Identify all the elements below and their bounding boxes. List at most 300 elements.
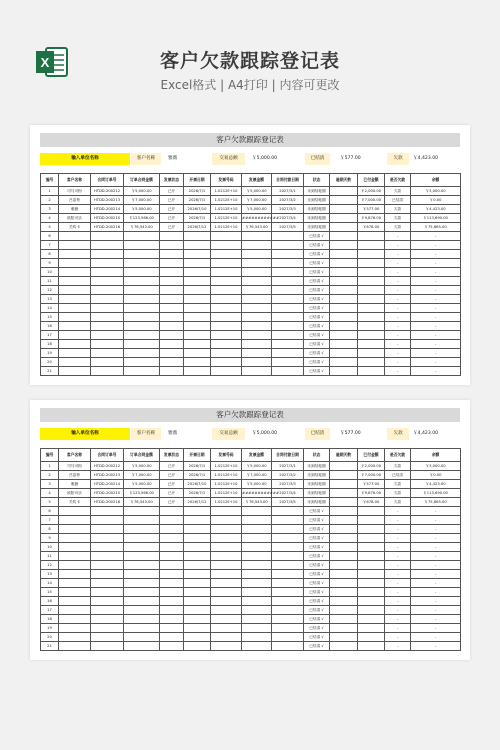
table-cell[interactable] bbox=[91, 259, 124, 268]
table-cell[interactable]: 5 bbox=[41, 498, 59, 507]
table-cell[interactable]: ￥5,000.00 bbox=[124, 480, 160, 489]
table-cell[interactable] bbox=[184, 358, 211, 367]
table-cell[interactable]: 已结清 √ bbox=[304, 277, 330, 286]
table-cell[interactable] bbox=[124, 268, 160, 277]
table-cell[interactable]: 已结清 √ bbox=[304, 259, 330, 268]
table-cell[interactable] bbox=[184, 642, 211, 651]
table-cell[interactable] bbox=[272, 232, 304, 241]
table-cell[interactable] bbox=[272, 331, 304, 340]
table-cell[interactable] bbox=[330, 489, 358, 498]
table-cell[interactable] bbox=[59, 633, 91, 642]
table-cell[interactable]: 21 bbox=[41, 642, 59, 651]
table-cell[interactable] bbox=[184, 543, 211, 552]
table-cell[interactable] bbox=[242, 313, 272, 322]
table-cell[interactable] bbox=[242, 340, 272, 349]
table-cell[interactable]: 已结清 √ bbox=[304, 367, 330, 376]
table-cell[interactable]: 10 bbox=[41, 543, 59, 552]
table-cell[interactable] bbox=[59, 277, 91, 286]
table-cell[interactable] bbox=[211, 232, 242, 241]
table-cell[interactable] bbox=[124, 250, 160, 259]
table-cell[interactable]: 欧阳可乐 bbox=[59, 489, 91, 498]
table-cell[interactable]: - bbox=[411, 349, 461, 358]
table-cell[interactable]: ￥76,543.00 bbox=[124, 223, 160, 232]
table-cell[interactable] bbox=[358, 606, 385, 615]
table-cell[interactable] bbox=[184, 588, 211, 597]
table-cell[interactable] bbox=[211, 268, 242, 277]
table-cell[interactable]: 8 bbox=[41, 250, 59, 259]
table-cell[interactable]: - bbox=[411, 588, 461, 597]
table-cell[interactable] bbox=[59, 552, 91, 561]
table-cell[interactable]: HTDD-200215 bbox=[91, 489, 124, 498]
table-cell[interactable] bbox=[59, 250, 91, 259]
table-cell[interactable] bbox=[211, 624, 242, 633]
table-cell[interactable] bbox=[242, 295, 272, 304]
table-cell[interactable]: 已结清 √ bbox=[304, 313, 330, 322]
table-cell[interactable]: - bbox=[411, 570, 461, 579]
table-cell[interactable]: ￥577.00 bbox=[358, 480, 385, 489]
table-cell[interactable]: 已结清 √ bbox=[304, 615, 330, 624]
table-cell[interactable]: ￥5,000.00 bbox=[124, 187, 160, 196]
table-cell[interactable] bbox=[272, 340, 304, 349]
table-cell[interactable]: - bbox=[385, 552, 411, 561]
table-cell[interactable]: - bbox=[411, 241, 461, 250]
table-cell[interactable]: 2026/7/12 bbox=[184, 223, 211, 232]
table-cell[interactable]: HTDD-200212 bbox=[91, 187, 124, 196]
table-cell[interactable]: 11 bbox=[41, 277, 59, 286]
table-cell[interactable] bbox=[358, 322, 385, 331]
table-cell[interactable] bbox=[160, 313, 184, 322]
table-cell[interactable]: - bbox=[411, 232, 461, 241]
table-cell[interactable] bbox=[330, 340, 358, 349]
table-cell[interactable]: HTDD-200214 bbox=[91, 480, 124, 489]
table-cell[interactable]: 19 bbox=[41, 624, 59, 633]
table-cell[interactable] bbox=[358, 367, 385, 376]
table-cell[interactable]: 2 bbox=[41, 471, 59, 480]
table-cell[interactable]: 已开 bbox=[160, 223, 184, 232]
table-cell[interactable] bbox=[330, 250, 358, 259]
table-cell[interactable] bbox=[272, 277, 304, 286]
table-cell[interactable]: - bbox=[385, 561, 411, 570]
table-cell[interactable] bbox=[330, 534, 358, 543]
table-cell[interactable] bbox=[59, 507, 91, 516]
table-cell[interactable] bbox=[59, 543, 91, 552]
table-cell[interactable] bbox=[272, 241, 304, 250]
table-cell[interactable]: 已结清 √ bbox=[304, 624, 330, 633]
table-cell[interactable] bbox=[330, 187, 358, 196]
table-cell[interactable] bbox=[91, 268, 124, 277]
table-cell[interactable]: - bbox=[411, 543, 461, 552]
table-cell[interactable]: 12 bbox=[41, 561, 59, 570]
table-cell[interactable] bbox=[124, 642, 160, 651]
table-cell[interactable] bbox=[160, 268, 184, 277]
table-cell[interactable]: 欧阳可乐 bbox=[59, 214, 91, 223]
table-cell[interactable] bbox=[184, 349, 211, 358]
table-cell[interactable]: 已开 bbox=[160, 462, 184, 471]
table-cell[interactable]: - bbox=[411, 633, 461, 642]
table-cell[interactable] bbox=[242, 241, 272, 250]
table-cell[interactable]: ￥5,000.00 bbox=[242, 480, 272, 489]
table-cell[interactable] bbox=[272, 633, 304, 642]
table-cell[interactable]: - bbox=[385, 507, 411, 516]
table-cell[interactable]: 已结清 √ bbox=[304, 606, 330, 615]
table-cell[interactable]: 已结清 √ bbox=[304, 322, 330, 331]
table-cell[interactable]: 已结清 √ bbox=[304, 268, 330, 277]
table-cell[interactable] bbox=[91, 331, 124, 340]
table-cell[interactable] bbox=[124, 552, 160, 561]
table-cell[interactable]: 司马可粉 bbox=[59, 187, 91, 196]
table-cell[interactable] bbox=[272, 349, 304, 358]
table-cell[interactable] bbox=[242, 331, 272, 340]
table-cell[interactable]: - bbox=[385, 232, 411, 241]
table-cell[interactable] bbox=[91, 615, 124, 624]
table-cell[interactable] bbox=[124, 277, 160, 286]
table-cell[interactable]: - bbox=[385, 624, 411, 633]
table-cell[interactable] bbox=[211, 277, 242, 286]
table-cell[interactable]: - bbox=[411, 525, 461, 534]
table-cell[interactable] bbox=[211, 570, 242, 579]
table-cell[interactable]: - bbox=[385, 277, 411, 286]
table-cell[interactable] bbox=[59, 624, 91, 633]
table-cell[interactable]: 欠款 bbox=[385, 498, 411, 507]
table-cell[interactable] bbox=[124, 579, 160, 588]
table-cell[interactable] bbox=[91, 606, 124, 615]
table-cell[interactable] bbox=[59, 349, 91, 358]
table-cell[interactable] bbox=[91, 597, 124, 606]
table-cell[interactable] bbox=[330, 525, 358, 534]
table-cell[interactable]: - bbox=[385, 570, 411, 579]
table-cell[interactable] bbox=[124, 570, 160, 579]
table-cell[interactable] bbox=[330, 358, 358, 367]
table-cell[interactable] bbox=[59, 588, 91, 597]
table-cell[interactable] bbox=[184, 597, 211, 606]
table-cell[interactable]: ￥7,000.00 bbox=[124, 471, 160, 480]
table-cell[interactable]: 已结清 √ bbox=[304, 552, 330, 561]
table-cell[interactable]: 1 bbox=[41, 462, 59, 471]
table-cell[interactable]: ￥0.00 bbox=[411, 471, 461, 480]
table-cell[interactable]: 1.0212E+10 bbox=[211, 196, 242, 205]
table-cell[interactable]: - bbox=[411, 624, 461, 633]
table-cell[interactable]: - bbox=[385, 642, 411, 651]
table-cell[interactable]: 欠款 bbox=[385, 214, 411, 223]
table-cell[interactable]: - bbox=[411, 286, 461, 295]
table-cell[interactable] bbox=[124, 516, 160, 525]
table-cell[interactable] bbox=[59, 295, 91, 304]
table-cell[interactable]: 未到结帐期 bbox=[304, 214, 330, 223]
table-cell[interactable]: 未到结帐期 bbox=[304, 196, 330, 205]
table-cell[interactable]: ￥0.00 bbox=[411, 196, 461, 205]
table-cell[interactable]: 16 bbox=[41, 322, 59, 331]
table-cell[interactable] bbox=[272, 624, 304, 633]
table-cell[interactable] bbox=[160, 322, 184, 331]
table-cell[interactable]: 12 bbox=[41, 286, 59, 295]
table-cell[interactable] bbox=[184, 340, 211, 349]
table-cell[interactable] bbox=[242, 597, 272, 606]
table-cell[interactable] bbox=[211, 579, 242, 588]
table-cell[interactable]: HTDD-200213 bbox=[91, 471, 124, 480]
table-cell[interactable] bbox=[272, 588, 304, 597]
table-cell[interactable] bbox=[242, 358, 272, 367]
table-cell[interactable] bbox=[358, 268, 385, 277]
table-cell[interactable] bbox=[272, 561, 304, 570]
table-cell[interactable]: - bbox=[385, 534, 411, 543]
unit-name-input[interactable]: 输入单位名称 bbox=[40, 153, 130, 165]
table-cell[interactable] bbox=[91, 525, 124, 534]
table-cell[interactable]: 14 bbox=[41, 579, 59, 588]
table-cell[interactable] bbox=[59, 561, 91, 570]
table-cell[interactable]: HTDD-200213 bbox=[91, 196, 124, 205]
table-cell[interactable] bbox=[184, 313, 211, 322]
unit-name-input[interactable]: 输入单位名称 bbox=[40, 428, 130, 440]
table-cell[interactable] bbox=[211, 597, 242, 606]
table-cell[interactable] bbox=[160, 286, 184, 295]
table-cell[interactable]: 关鸣卡 bbox=[59, 223, 91, 232]
table-cell[interactable] bbox=[160, 259, 184, 268]
table-cell[interactable]: 2026/7/1 bbox=[184, 187, 211, 196]
table-cell[interactable] bbox=[211, 552, 242, 561]
table-cell[interactable] bbox=[242, 322, 272, 331]
table-cell[interactable] bbox=[59, 597, 91, 606]
table-cell[interactable]: ￥4,423.00 bbox=[411, 205, 461, 214]
table-cell[interactable]: 9 bbox=[41, 259, 59, 268]
table-cell[interactable] bbox=[242, 579, 272, 588]
table-cell[interactable]: 司马可粉 bbox=[59, 462, 91, 471]
table-cell[interactable] bbox=[272, 525, 304, 534]
table-cell[interactable] bbox=[330, 516, 358, 525]
table-cell[interactable] bbox=[272, 552, 304, 561]
table-cell[interactable] bbox=[358, 552, 385, 561]
table-cell[interactable] bbox=[59, 313, 91, 322]
table-cell[interactable]: 4 bbox=[41, 214, 59, 223]
table-cell[interactable] bbox=[91, 534, 124, 543]
table-cell[interactable] bbox=[358, 286, 385, 295]
table-cell[interactable] bbox=[211, 241, 242, 250]
table-cell[interactable] bbox=[272, 367, 304, 376]
table-cell[interactable]: - bbox=[411, 552, 461, 561]
table-cell[interactable] bbox=[330, 543, 358, 552]
table-cell[interactable] bbox=[160, 367, 184, 376]
table-cell[interactable]: 18 bbox=[41, 615, 59, 624]
table-cell[interactable] bbox=[272, 259, 304, 268]
table-cell[interactable]: - bbox=[411, 268, 461, 277]
table-cell[interactable]: ￥76,543.00 bbox=[242, 498, 272, 507]
table-cell[interactable] bbox=[211, 349, 242, 358]
table-cell[interactable] bbox=[124, 507, 160, 516]
table-cell[interactable] bbox=[124, 259, 160, 268]
table-cell[interactable]: ￥678.00 bbox=[358, 223, 385, 232]
table-cell[interactable] bbox=[160, 331, 184, 340]
table-cell[interactable] bbox=[330, 588, 358, 597]
table-cell[interactable] bbox=[160, 516, 184, 525]
table-cell[interactable] bbox=[211, 525, 242, 534]
table-cell[interactable] bbox=[59, 358, 91, 367]
table-cell[interactable]: 雅薇 bbox=[59, 205, 91, 214]
table-cell[interactable] bbox=[124, 304, 160, 313]
table-cell[interactable]: 2 bbox=[41, 196, 59, 205]
table-cell[interactable]: 已结清 √ bbox=[304, 507, 330, 516]
table-cell[interactable] bbox=[358, 570, 385, 579]
table-cell[interactable] bbox=[242, 525, 272, 534]
table-cell[interactable]: 已结清 √ bbox=[304, 304, 330, 313]
table-cell[interactable] bbox=[242, 286, 272, 295]
table-cell[interactable] bbox=[124, 588, 160, 597]
table-cell[interactable]: 已结清 √ bbox=[304, 588, 330, 597]
table-cell[interactable] bbox=[242, 367, 272, 376]
table-cell[interactable]: ￥75,865.00 bbox=[411, 223, 461, 232]
table-cell[interactable] bbox=[272, 286, 304, 295]
table-cell[interactable] bbox=[59, 268, 91, 277]
table-cell[interactable]: 2027/3/4 bbox=[272, 214, 304, 223]
table-cell[interactable] bbox=[242, 588, 272, 597]
table-cell[interactable] bbox=[358, 579, 385, 588]
table-cell[interactable] bbox=[91, 642, 124, 651]
table-cell[interactable]: - bbox=[385, 340, 411, 349]
table-cell[interactable]: - bbox=[411, 358, 461, 367]
table-cell[interactable] bbox=[59, 606, 91, 615]
table-cell[interactable] bbox=[160, 606, 184, 615]
table-cell[interactable] bbox=[211, 543, 242, 552]
table-cell[interactable] bbox=[330, 268, 358, 277]
table-cell[interactable]: HTDD-200214 bbox=[91, 205, 124, 214]
table-cell[interactable] bbox=[358, 525, 385, 534]
table-cell[interactable] bbox=[358, 349, 385, 358]
table-cell[interactable] bbox=[59, 642, 91, 651]
table-cell[interactable]: 1.0212E+10 bbox=[211, 214, 242, 223]
table-cell[interactable] bbox=[330, 615, 358, 624]
table-cell[interactable] bbox=[184, 367, 211, 376]
table-cell[interactable]: 19 bbox=[41, 349, 59, 358]
table-cell[interactable]: ￥678.00 bbox=[358, 498, 385, 507]
table-cell[interactable]: ￥76,543.00 bbox=[124, 498, 160, 507]
table-cell[interactable] bbox=[91, 340, 124, 349]
table-cell[interactable]: 3 bbox=[41, 205, 59, 214]
table-cell[interactable] bbox=[91, 322, 124, 331]
table-cell[interactable]: ￥5,000.00 bbox=[242, 205, 272, 214]
table-cell[interactable]: - bbox=[385, 241, 411, 250]
table-cell[interactable]: 雅薇 bbox=[59, 480, 91, 489]
table-cell[interactable] bbox=[160, 633, 184, 642]
table-cell[interactable] bbox=[184, 232, 211, 241]
table-cell[interactable] bbox=[358, 516, 385, 525]
table-cell[interactable]: - bbox=[385, 516, 411, 525]
table-cell[interactable]: ￥5,000.00 bbox=[242, 462, 272, 471]
table-cell[interactable]: 未到结帐期 bbox=[304, 471, 330, 480]
table-cell[interactable] bbox=[242, 624, 272, 633]
table-cell[interactable] bbox=[211, 259, 242, 268]
table-cell[interactable]: 已结清 bbox=[385, 471, 411, 480]
table-cell[interactable]: 2026/7/10 bbox=[184, 480, 211, 489]
table-cell[interactable]: 5 bbox=[41, 223, 59, 232]
table-cell[interactable]: 已结清 √ bbox=[304, 633, 330, 642]
table-cell[interactable] bbox=[330, 214, 358, 223]
table-cell[interactable] bbox=[160, 642, 184, 651]
table-cell[interactable] bbox=[91, 588, 124, 597]
table-cell[interactable] bbox=[358, 633, 385, 642]
table-cell[interactable]: 已结清 √ bbox=[304, 340, 330, 349]
table-cell[interactable]: ￥3,000.00 bbox=[411, 462, 461, 471]
table-cell[interactable]: 9 bbox=[41, 534, 59, 543]
table-cell[interactable] bbox=[184, 331, 211, 340]
table-cell[interactable]: ￥9,876.00 bbox=[358, 214, 385, 223]
table-cell[interactable] bbox=[160, 349, 184, 358]
table-cell[interactable] bbox=[91, 561, 124, 570]
table-cell[interactable]: 17 bbox=[41, 606, 59, 615]
table-cell[interactable] bbox=[91, 277, 124, 286]
table-cell[interactable] bbox=[184, 286, 211, 295]
table-cell[interactable]: - bbox=[385, 615, 411, 624]
table-cell[interactable] bbox=[358, 624, 385, 633]
table-cell[interactable] bbox=[242, 516, 272, 525]
table-cell[interactable] bbox=[242, 543, 272, 552]
table-cell[interactable]: - bbox=[411, 322, 461, 331]
table-cell[interactable]: 2026/7/1 bbox=[184, 471, 211, 480]
table-cell[interactable]: - bbox=[411, 367, 461, 376]
table-cell[interactable]: 已结清 √ bbox=[304, 331, 330, 340]
table-cell[interactable]: - bbox=[411, 331, 461, 340]
table-cell[interactable]: 14 bbox=[41, 304, 59, 313]
table-cell[interactable] bbox=[59, 232, 91, 241]
table-cell[interactable]: 6 bbox=[41, 507, 59, 516]
table-cell[interactable] bbox=[211, 358, 242, 367]
table-cell[interactable]: ￥113,690.00 bbox=[411, 489, 461, 498]
table-cell[interactable]: 未到结帐期 bbox=[304, 489, 330, 498]
table-cell[interactable] bbox=[211, 633, 242, 642]
table-cell[interactable] bbox=[330, 304, 358, 313]
table-cell[interactable] bbox=[211, 588, 242, 597]
table-cell[interactable]: 欠款 bbox=[385, 205, 411, 214]
table-cell[interactable] bbox=[124, 313, 160, 322]
table-cell[interactable]: - bbox=[411, 250, 461, 259]
table-cell[interactable] bbox=[330, 277, 358, 286]
table-cell[interactable] bbox=[59, 322, 91, 331]
table-cell[interactable] bbox=[91, 358, 124, 367]
table-cell[interactable] bbox=[59, 579, 91, 588]
table-cell[interactable] bbox=[272, 304, 304, 313]
table-cell[interactable] bbox=[184, 570, 211, 579]
table-cell[interactable] bbox=[91, 516, 124, 525]
table-cell[interactable] bbox=[124, 597, 160, 606]
table-cell[interactable] bbox=[91, 552, 124, 561]
table-cell[interactable] bbox=[160, 241, 184, 250]
table-cell[interactable]: 4 bbox=[41, 489, 59, 498]
table-cell[interactable] bbox=[242, 304, 272, 313]
table-cell[interactable]: - bbox=[385, 331, 411, 340]
table-cell[interactable] bbox=[211, 313, 242, 322]
table-cell[interactable]: 已开 bbox=[160, 489, 184, 498]
table-cell[interactable] bbox=[184, 552, 211, 561]
table-cell[interactable]: 已结清 √ bbox=[304, 516, 330, 525]
table-cell[interactable]: 已结清 √ bbox=[304, 561, 330, 570]
table-cell[interactable] bbox=[358, 259, 385, 268]
table-cell[interactable]: 2026/7/12 bbox=[184, 498, 211, 507]
table-cell[interactable]: 1.0212E+10 bbox=[211, 223, 242, 232]
table-cell[interactable]: 2027/3/3 bbox=[272, 480, 304, 489]
table-cell[interactable] bbox=[211, 295, 242, 304]
table-cell[interactable] bbox=[211, 615, 242, 624]
table-cell[interactable] bbox=[272, 268, 304, 277]
table-cell[interactable]: - bbox=[385, 525, 411, 534]
table-cell[interactable]: 已开 bbox=[160, 187, 184, 196]
table-cell[interactable]: 欠款 bbox=[385, 462, 411, 471]
table-cell[interactable] bbox=[124, 525, 160, 534]
table-cell[interactable]: 1 bbox=[41, 187, 59, 196]
table-cell[interactable]: - bbox=[411, 277, 461, 286]
table-cell[interactable]: 已开 bbox=[160, 498, 184, 507]
table-cell[interactable] bbox=[272, 322, 304, 331]
table-cell[interactable] bbox=[91, 313, 124, 322]
table-cell[interactable]: ￥5,000.00 bbox=[242, 187, 272, 196]
table-cell[interactable] bbox=[160, 534, 184, 543]
table-cell[interactable] bbox=[160, 615, 184, 624]
